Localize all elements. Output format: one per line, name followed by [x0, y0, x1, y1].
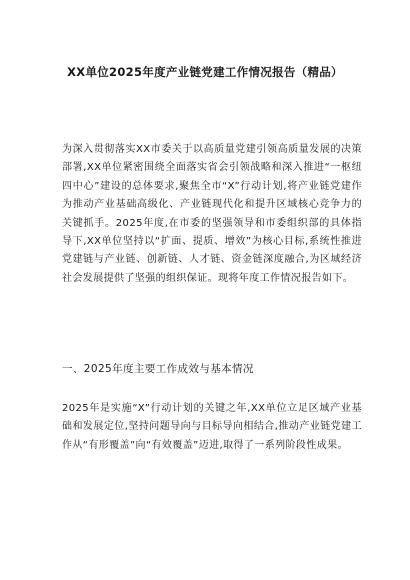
document-title: XX单位2025年度产业链党建工作情况报告（精品）	[67, 65, 343, 79]
section-heading: 一、2025年度主要工作成效与基本情况	[62, 363, 254, 375]
intro-paragraph: 为深入贯彻落实XX市委关于以高质量党建引领高质量发展的决策部署,XX单位紧密围绕全面落实省会引领战略和深入推进“一枢纽四中心”建设的总体要求,聚焦全市“X”行动计划,将产业链党建作为推动产业基础高级化、产业链现代化和提升区域核心竞争力的关键抓手。2025年度,在市委的坚强领导和市委组织部的具体指导下,XX单位坚持以“扩面、提质、增效”为核心目标,系统性推进党建链与产业链、创新链、人才链、资金链深度融合,为区域经济社会发展提供了坚强的组织保证。现将年度工作情况报告如下。	[62, 144, 362, 284]
body-paragraph: 2025年是实施“X”行动计划的关键之年,XX单位立足区域产业基础和发展定位,坚持问题导向与目标导向相结合,推动产业链党建工作从“有形覆盖”向“有效覆盖”迈进,取得了一系列阶段性成果。	[62, 403, 362, 451]
